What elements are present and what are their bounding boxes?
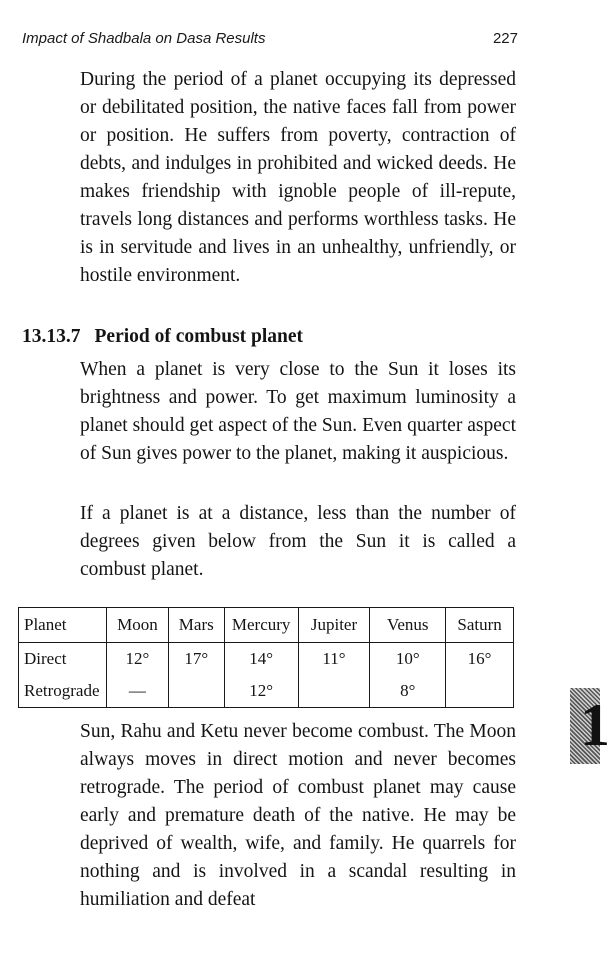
table-cell [168,675,224,708]
table-row [19,675,514,708]
paragraph-combust-definition: If a planet is at a distance, less than the number of degrees given below from the Sun it is called a combust planet. [80,503,516,580]
combust-degrees-table [18,607,514,708]
row-label: Direct [19,643,107,676]
table-cell: 14° [224,643,298,676]
table-cell [298,675,370,708]
running-head: Impact of Shadbala on Dasa Results [22,30,266,47]
table-header-row [19,608,514,643]
table-cell: 12° [224,675,298,708]
table-cell: 17° [168,643,224,676]
section-number: 13.13.7 [22,326,81,347]
table-header-cell: Moon [106,608,168,643]
section-title: Period of combust planet [94,326,304,347]
table-header-cell: Saturn [446,608,514,643]
table-cell [446,675,514,708]
table-row [19,643,514,676]
table-cell: — [106,675,168,708]
thumb-tab-label: 1 [580,692,610,758]
table-header-cell: Mercury [224,608,298,643]
table-cell: 11° [298,643,370,676]
table-cell: 10° [370,643,446,676]
section-heading [22,326,303,348]
table-header-cell: Mars [168,608,224,643]
table-cell: 16° [446,643,514,676]
page-number: 227 [492,30,518,47]
table-header-cell: Venus [370,608,446,643]
paragraph-debilitated: During the period of a planet occupying its depressed or debilitated position, the native faces fall from power or position. He suffers from poverty, contraction of debts, and indulges in prohibited and wicked deeds. He makes friendship with ignoble people of ill-repute, travels long distances and performs worthless tasks. He is in servitude and lives in an unhealthy, unfriendly, or hostile environment. [80,69,516,286]
row-label: Retrograde [19,675,107,708]
chapter-thumb-tab [570,688,610,764]
table-header-cell: Jupiter [298,608,370,643]
page-header [22,30,518,47]
table-cell: 8° [370,675,446,708]
table-header-cell: Planet [19,608,107,643]
paragraph-combust-intro: When a planet is very close to the Sun it loses its brightness and power. To get maximum luminosity a planet should get aspect of the Sun. Even quarter aspect of Sun gives power to the planet, making it auspicious. [80,359,516,464]
paragraph-combust-effects: Sun, Rahu and Ketu never become combust. The Moon always moves in direct motion and never becomes retrograde. The period of combust planet may cause early and premature death of the native. He may be deprived of wealth, wife, and family. He quarrels for nothing and is involved in a scandal resulting in humiliation and defeat [80,721,516,910]
table-cell: 12° [106,643,168,676]
